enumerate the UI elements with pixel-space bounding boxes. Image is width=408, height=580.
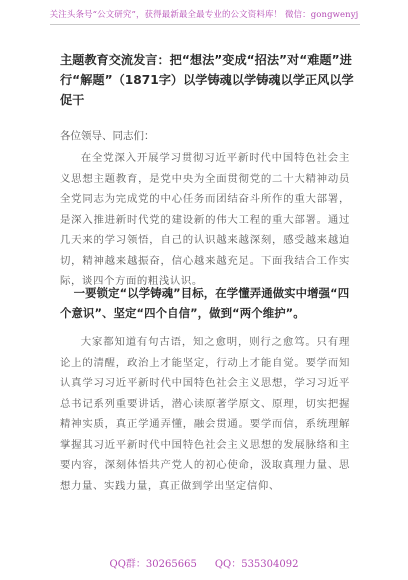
document-title: 主题教育交流发言：把“想法”变成“招法”对“难题”进行“解题”（1871字）以学铸魂以学铸魂以学正风以学促干 xyxy=(60,53,354,107)
footer-qq: QQ：535304092 xyxy=(214,559,299,570)
salutation: 各位领导、同志们： xyxy=(60,130,155,142)
footer-qq-group: QQ群：30265665 xyxy=(109,559,197,570)
section-heading-1: 一要锁定“以学铸魂”目标，在学懂弄通做实中增强“四个意识”、坚定“四个自信”，做到“两个维护”。 xyxy=(60,286,350,320)
body-paragraph-1: 在全党深入开展学习贯彻习近平新时代中国特色社会主义思想主题教育，是党中央为全面贯彻党的二十大精神动员全党同志为完成党的中心任务而团结奋斗所作的重大部署，是深入推进新时代党的建设新的伟大工程的重大部署。通过几天来的学习领悟，自己的认识越来越深刻，感受越来越迫切，精神越来越振奋，信心越来越充足。下面我结合工作实际，谈四个方面的粗浅认识。 xyxy=(60,152,350,287)
footer-contact xyxy=(0,555,408,570)
body-paragraph-2: 大家都知道有句古语，知之愈明，则行之愈笃。只有理论上的清醒，政治上才能坚定，行动上才能自觉。要学而知认真学习习近平新时代中国特色社会主义思想，学习习近平总书记系列重要讲话，潜心读原著学原文、原理，切实把握精神实质，真正学通弄懂，融会贯通。要学而信，系统理解掌握其习近平新时代中国特色社会主义思想的发展脉络和主要内容，深刻体悟共产党人的初心使命，汲取真理力量、思想力量、实践力量，真正做到学出坚定信仰、 xyxy=(60,336,350,492)
header-banner: 关注头条号“公文研究”，获得最新最全最专业的公文资料库！ 微信：gongwenyj xyxy=(49,10,359,20)
header-divider xyxy=(50,24,360,25)
